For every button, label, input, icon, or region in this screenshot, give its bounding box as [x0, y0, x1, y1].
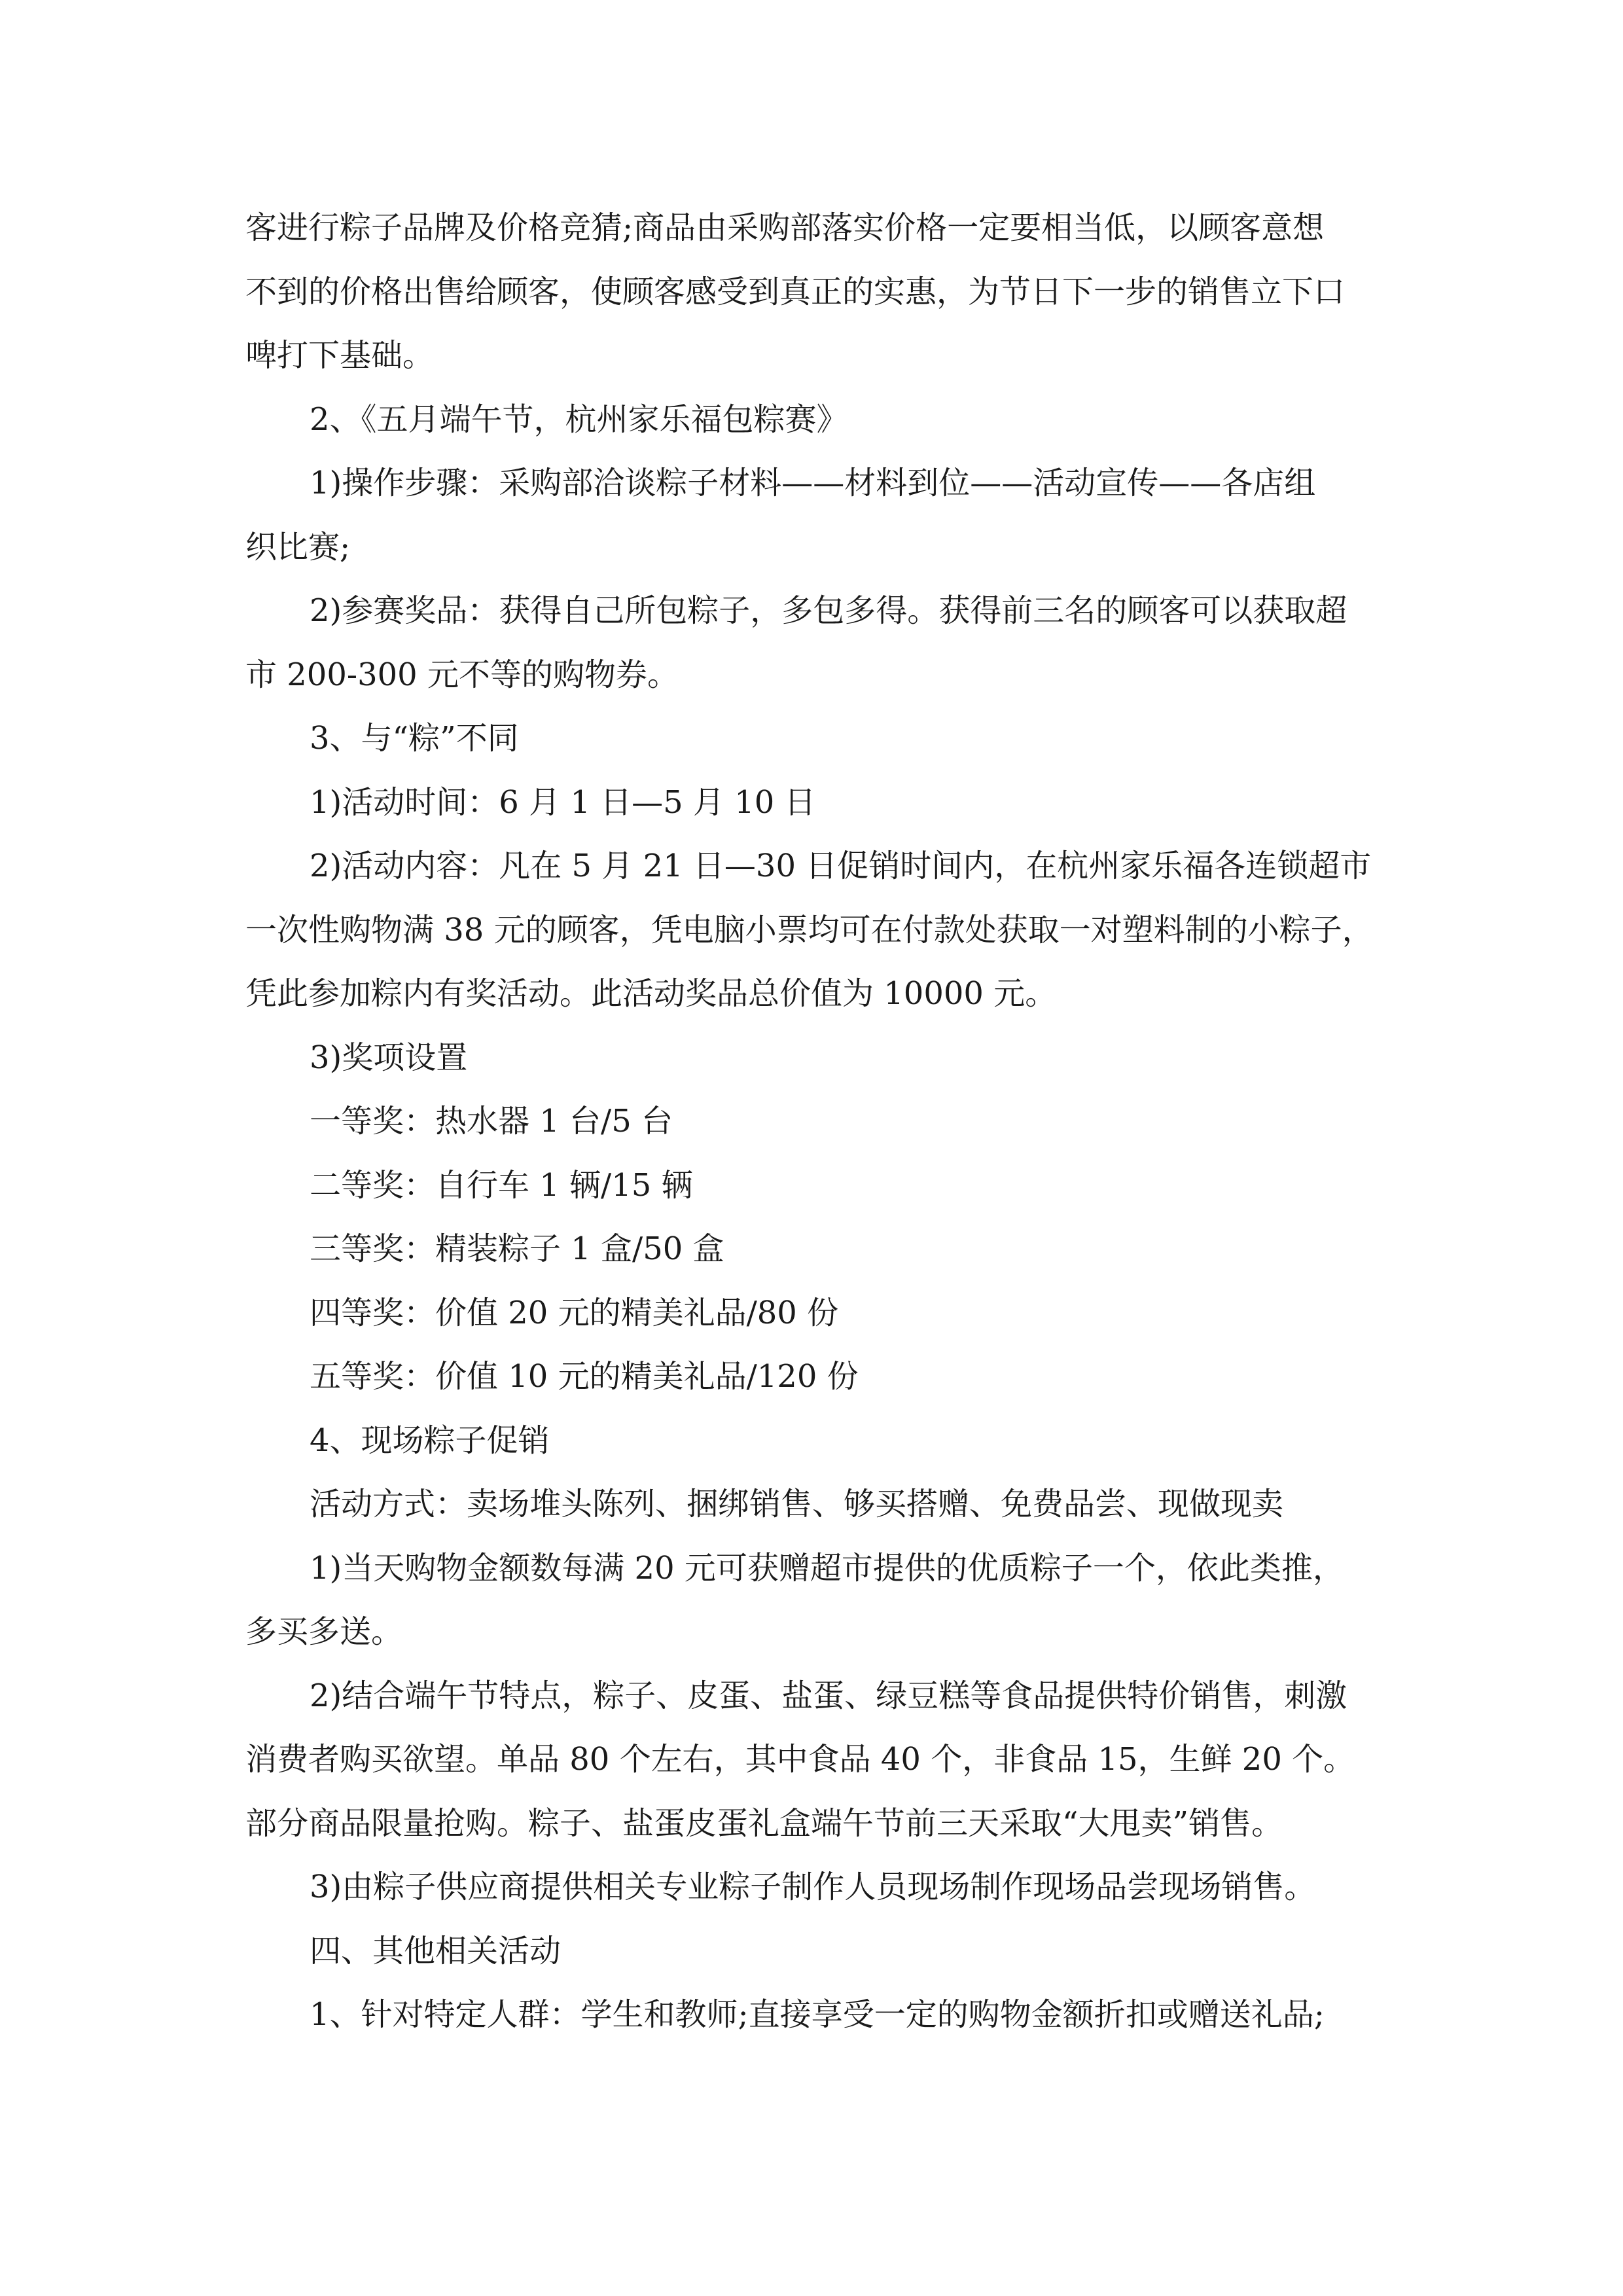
text-line: 3)奖项设置: [310, 1039, 468, 1076]
text-line: 1、针对特定人群：学生和教师;直接享受一定的购物金额折扣或赠送礼品;: [310, 1996, 1325, 2033]
text-line: 多买多送。: [245, 1613, 403, 1650]
text-line: 消费者购买欲望。单品 80 个左右，其中食品 40 个，非食品 15，生鲜 20 个。: [245, 1741, 1355, 1778]
text-line: 活动方式：卖场堆头陈列、捆绑销售、够买搭赠、免费品尝、现做现卖: [310, 1486, 1284, 1522]
prize-item: 一等奖：热水器 1 台/5 台: [310, 1103, 673, 1139]
text-line: 3)由粽子供应商提供相关专业粽子制作人员现场制作现场品尝现场销售。: [310, 1869, 1316, 1905]
prize-item: 二等奖：自行车 1 辆/15 辆: [310, 1166, 693, 1204]
text-line: 2)结合端午节特点，粽子、皮蛋、盐蛋、绿豆糕等食品提供特价销售，刺激: [310, 1677, 1347, 1714]
text-line: 客进行粽子品牌及价格竞猜;商品由采购部落实价格一定要相当低，以顾客意想: [245, 209, 1325, 246]
section-heading: 3、与“粽”不同: [310, 720, 519, 757]
text-line: 2)参赛奖品：获得自己所包粽子，多包多得。获得前三名的顾客可以获取超: [310, 592, 1347, 629]
text-line: 一次性购物满 38 元的顾客，凭电脑小票均可在付款处获取一对塑料制的小粽子，: [245, 911, 1374, 948]
text-line: 1)当天购物金额数每满 20 元可获赠超市提供的优质粽子一个，依此类推，: [310, 1549, 1344, 1587]
section-heading: 四、其他相关活动: [310, 1932, 562, 1969]
text-line: 市 200-300 元不等的购物券。: [245, 656, 679, 693]
prize-item: 五等奖：价值 10 元的精美礼品/120 份: [310, 1358, 859, 1395]
text-line: 不到的价格出售给顾客，使顾客感受到真正的实惠，为节日下一步的销售立下口: [245, 273, 1346, 310]
section-heading: 4、现场粽子促销: [310, 1422, 550, 1459]
document-body: [245, 196, 1391, 2047]
prize-item: 四等奖：价值 20 元的精美礼品/80 份: [310, 1294, 839, 1331]
text-line: 啤打下基础。: [245, 337, 435, 374]
text-line: 2)活动内容：凡在 5 月 21 日—30 日促销时间内，在杭州家乐福各连锁超市: [310, 848, 1372, 884]
text-line: 1)操作步骤：采购部洽谈粽子材料——材料到位——活动宣传——各店组: [310, 465, 1316, 501]
prize-item: 三等奖：精装粽子 1 盒/50 盒: [310, 1230, 724, 1267]
text-line: 凭此参加粽内有奖活动。此活动奖品总价值为 10000 元。: [245, 975, 1057, 1012]
section-heading: 2、《五月端午节，杭州家乐福包粽赛》: [310, 401, 848, 438]
text-line: 织比赛;: [245, 528, 351, 565]
text-line: 1)活动时间：6 月 1 日—5 月 10 日: [310, 783, 816, 821]
text-line: 部分商品限量抢购。粽子、盐蛋皮蛋礼盒端午节前三天采取“大甩卖”销售。: [245, 1804, 1283, 1842]
